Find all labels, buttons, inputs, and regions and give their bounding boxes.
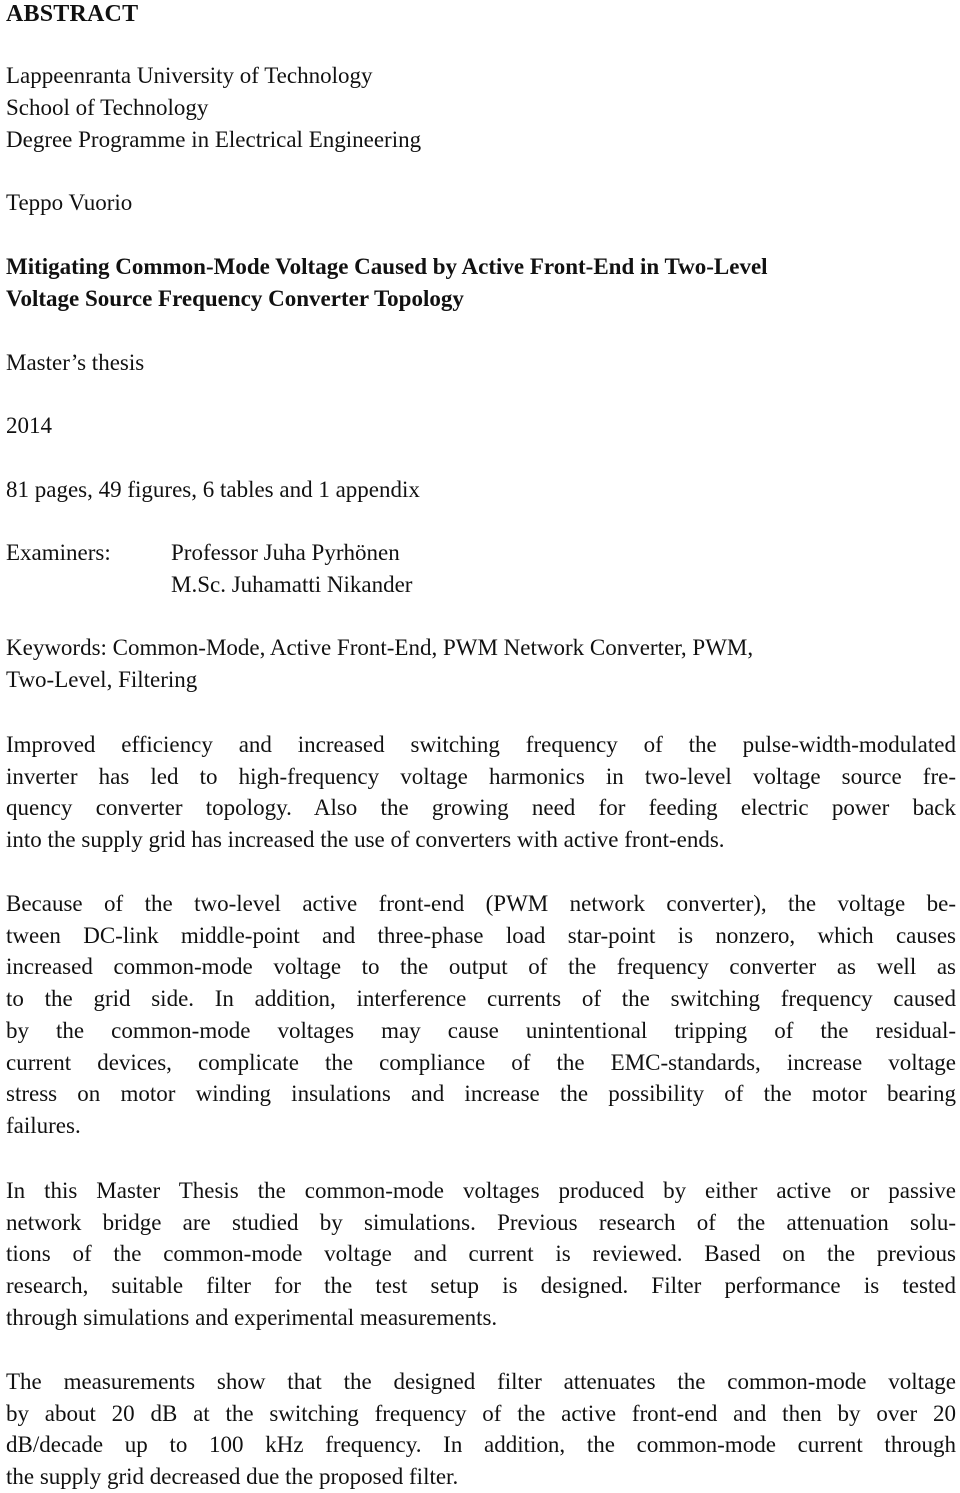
keywords-line-2: Two-Level, Filtering: [6, 667, 198, 692]
paragraph-line: through simulations and experimental measurements.: [6, 1304, 498, 1330]
abstract-paragraph-1: [6, 729, 956, 856]
paragraph-line: The measurements show that the designed filter attenuates the common-mode voltage: [6, 1369, 956, 1394]
abstract-paragraph-4: [6, 1366, 956, 1493]
paragraph-line: In this Master Thesis the common-mode voltages produced by either active or passive: [6, 1178, 956, 1203]
paragraph-line: failures.: [6, 1112, 81, 1138]
university-name: Lappeenranta University of Technology: [6, 63, 373, 88]
paragraph-line: Because of the two-level active front-end (PWM network converter), the voltage be-: [6, 891, 956, 916]
school-name: School of Technology: [6, 95, 209, 120]
author-name: Teppo Vuorio: [6, 190, 133, 215]
paragraph-line: current devices, complicate the compliance of the EMC-standards, increase voltage: [6, 1049, 956, 1075]
paragraph-line: by the common-mode voltages may cause unintentional tripping of the residual-: [6, 1017, 956, 1043]
paragraph-line: Improved efficiency and increased switching frequency of the pulse-width-modulated: [6, 732, 956, 757]
paragraph-line: increased common-mode voltage to the output of the frequency converter as well as: [6, 954, 956, 980]
abstract-paragraph-2: [6, 888, 956, 1142]
examiners-label: Examiners:: [6, 540, 111, 565]
paragraph-line: research, suitable filter for the test setup is designed. Filter performance is tested: [6, 1273, 956, 1299]
examiners-list: [171, 537, 412, 601]
thesis-year: 2014: [6, 413, 52, 438]
paragraph-line: stress on motor winding insulations and increase the possibility of the motor bearing: [6, 1081, 956, 1107]
paragraph-line: into the supply grid has increased the use of converters with active front-ends.: [6, 827, 725, 853]
paragraph-line: network bridge are studied by simulations. Previous research of the attenuation solu-: [6, 1209, 956, 1235]
thesis-type: Master’s thesis: [6, 350, 145, 375]
paragraph-line: by about 20 dB at the switching frequency of the active front-end and then by over 20: [6, 1400, 956, 1426]
thesis-extent: 81 pages, 49 figures, 6 tables and 1 appendix: [6, 477, 420, 502]
thesis-title-line-1: Mitigating Common-Mode Voltage Caused by Active Front-End in Two-Level: [6, 254, 768, 279]
paragraph-line: inverter has led to high-frequency voltage harmonics in two-level voltage source fre-: [6, 763, 956, 789]
thesis-title-line-2: Voltage Source Frequency Converter Topology: [6, 286, 464, 311]
degree-programme: Degree Programme in Electrical Engineering: [6, 127, 422, 152]
examiner-2: M.Sc. Juhamatti Nikander: [171, 572, 413, 597]
paragraph-line: to the grid side. In addition, interference currents of the switching frequency caused: [6, 986, 956, 1012]
examiner-1: Professor Juha Pyrhönen: [171, 540, 400, 565]
abstract-heading: ABSTRACT: [6, 1, 139, 27]
abstract-paragraph-3: [6, 1175, 956, 1334]
paragraph-line: dB/decade up to 100 kHz frequency. In addition, the common-mode current through: [6, 1432, 956, 1458]
paragraph-line: tween DC-link middle-point and three-phase load star-point is nonzero, which causes: [6, 922, 956, 948]
keywords-line-1: Keywords: Common-Mode, Active Front-End, PWM Network Converter, PWM,: [6, 635, 754, 660]
paragraph-line: quency converter topology. Also the growing need for feeding electric power back: [6, 795, 956, 821]
paragraph-line: the supply grid decreased due the proposed filter.: [6, 1464, 459, 1490]
paragraph-line: tions of the common-mode voltage and current is reviewed. Based on the previous: [6, 1241, 956, 1267]
